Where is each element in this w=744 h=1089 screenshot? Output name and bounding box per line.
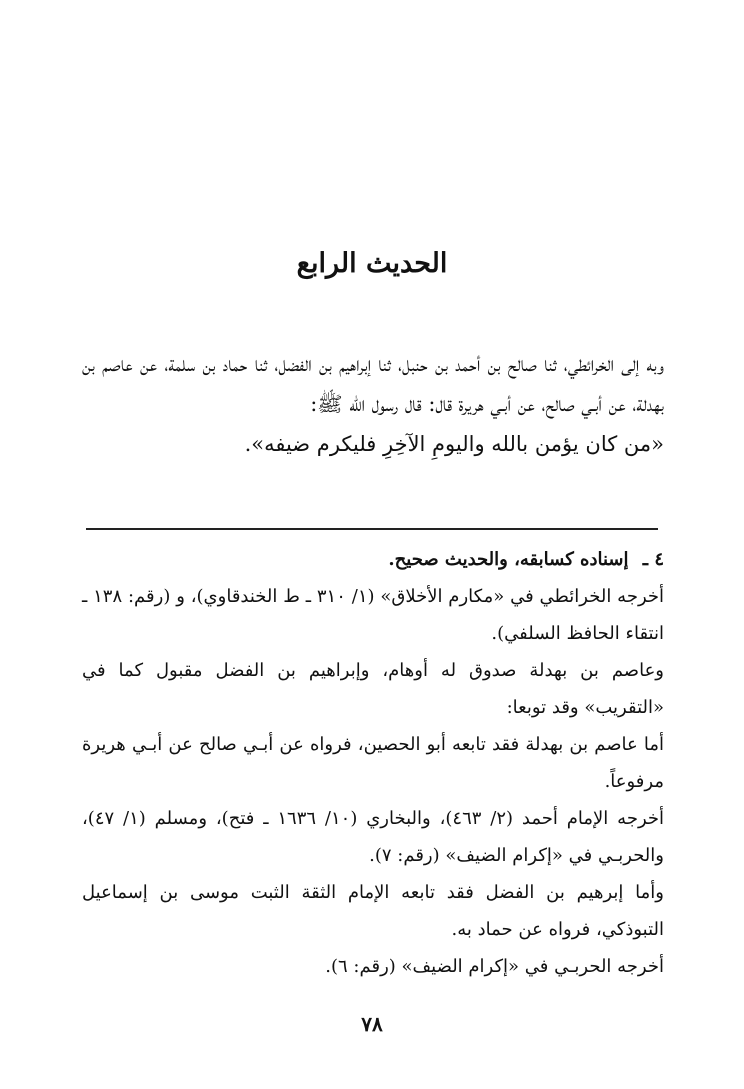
hadith-text: [82, 344, 664, 464]
footnote-paragraph: أخرجه الخرائطي في «مكارم الأخلاق» (١/ ٣١٠ ـ ط الخندقاوي)، و (رقم: ١٣٨ ـ انتقاء الحافظ السلفي).: [82, 586, 665, 644]
footnote-divider: [86, 528, 658, 530]
footnote-paragraph: وأما إبرهيم بن الفضل فقد تابعه الإمام الثقة الثبت موسى بن إسماعيل التبوذكي، فرواه عن حماد به.: [82, 882, 664, 940]
isnad-paragraph: وبه إلى الخرائطي، ثنا صالح بن أحمد بن حنبل، ثنا إبراهيم بن الفضل، ثنا حماد بن سلمة، عن عاصم بن بهدلة، عن أبـي صالح، عن أبـي هريرة قال: قال رسول الله ﷺ:: [82, 352, 664, 416]
footnote-number: ٤ ـ: [642, 549, 664, 570]
footnote-paragraph: أما عاصم بن بهدلة فقد تابعه أبو الحصين، فرواه عن أبـي صالح عن أبـي هريرة مرفوعاً.: [82, 734, 664, 792]
hadith-quote: «من كان يؤمن بالله واليومِ الآخِرِ فليكرم ضيفه».: [244, 432, 664, 456]
chapter-title: الحديث الرابع: [296, 248, 448, 279]
footnotes: [82, 541, 664, 985]
footnote-paragraph: أخرجه الإمام أحمد (٢/ ٤٦٣)، والبخاري (١٠/ ١٦٣٦ ـ فتح)، ومسلم (١/ ٤٧)، والحربـي في «إكرام الضيف» (رقم: ٧).: [82, 808, 665, 866]
footnote-paragraph: وعاصم بن بهدلة صدوق له أوهام، وإبراهيم بن الفضل مقبول كما في «التقريب» وقد توبعا:: [82, 660, 664, 718]
page-number: ٧٨: [361, 1012, 383, 1036]
footnote-heading: إسناده كسابقه، والحديث صحيح.: [388, 549, 629, 570]
footnote-paragraph: أخرجه الحربـي في «إكرام الضيف» (رقم: ٦).: [325, 956, 664, 977]
footnote-heading-line: [82, 541, 664, 578]
